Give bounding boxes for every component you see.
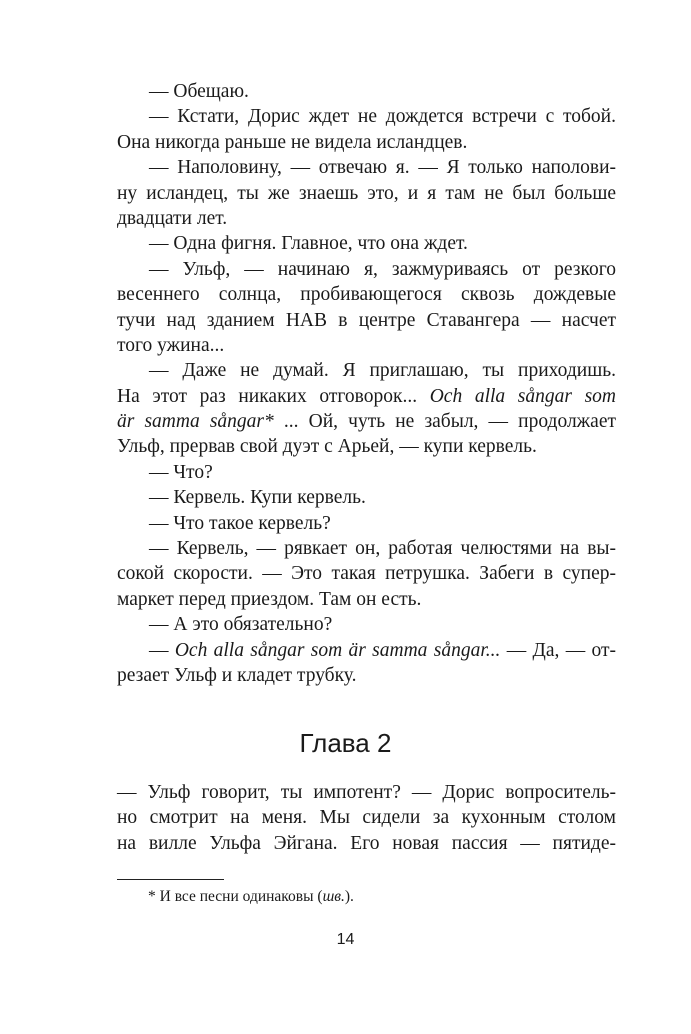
dialogue-block [117,79,616,688]
text-line: — Что такое кервель? [149,512,331,534]
text-line: — Даже не думай. Я приглашаю, ты приходишь. [149,360,616,382]
footnote-abbrev: шв. [322,888,345,905]
text-line: ну исландец, ты же знаешь это, и я там не был больше [117,182,616,204]
page-number: 14 [336,931,355,948]
text-line: — А это обязательно? [149,614,333,636]
text-line: Ульф, прервав свой дуэт с Арьей, — купи кервель. [117,436,537,458]
text-line: резает Ульф и кладет трубку. [117,664,357,686]
text-line: Она никогда раньше не видела исландцев. [117,131,468,153]
chapter-title: Глава 2 [299,728,392,758]
text-line: двадцати лет. [117,207,228,229]
text-line: тучи над зданием НАВ в центре Ставангера — насчет [117,309,616,331]
text-line: но смотрит на меня. Мы сидели за кухонным столом [117,807,616,829]
text-line: сокой скорости. — Это такая петрушка. Забеги в супер- [117,563,616,585]
text-line: — Кервель. Купи кервель. [149,487,366,509]
text-line: — Что? [149,461,213,483]
text-line: är samma sångar* ... Ой, чуть не забыл, — продолжает [117,411,616,433]
text-line: — Ульф, — начинаю я, зажмуриваясь от резкого [149,258,616,280]
chapter-text [117,780,616,856]
text-line: — Кстати, Дорис ждет не дождется встречи с тобой. [149,106,616,128]
text-line: того ужина... [117,334,225,356]
text-line: весеннего солнца, пробивающегося сквозь дождевые [117,284,616,306]
text-line: на вилле Ульфа Эйгана. Его новая пассия — пятиде- [117,832,616,854]
footnote-divider [117,879,224,880]
text-line: — Кервель, — рявкает он, работая челюстями на вы- [149,538,616,560]
swedish-lyric: är samma sångar* [117,411,274,433]
text-line: На этот раз никаких отговорок... Och alla sångar som [117,385,617,407]
swedish-lyric: Och alla sångar som är samma sångar... [174,639,501,661]
swedish-lyric: Och alla sångar som [429,385,617,407]
text-line: — Och alla sångar som är samma sångar... — Да, — от- [149,639,617,661]
text-line: — Обещаю. [149,81,249,102]
text-line: — Одна фигня. Главное, что она ждет. [149,233,468,255]
text-line: — Наполовину, — отвечаю я. — Я только наполови- [149,157,616,179]
footnote: * И все песни одинаковы (шв.). [148,888,354,905]
text-line: маркет перед приездом. Там он есть. [117,588,422,610]
text-line: — Ульф говорит, ты импотент? — Дорис вопроситель- [117,782,616,803]
